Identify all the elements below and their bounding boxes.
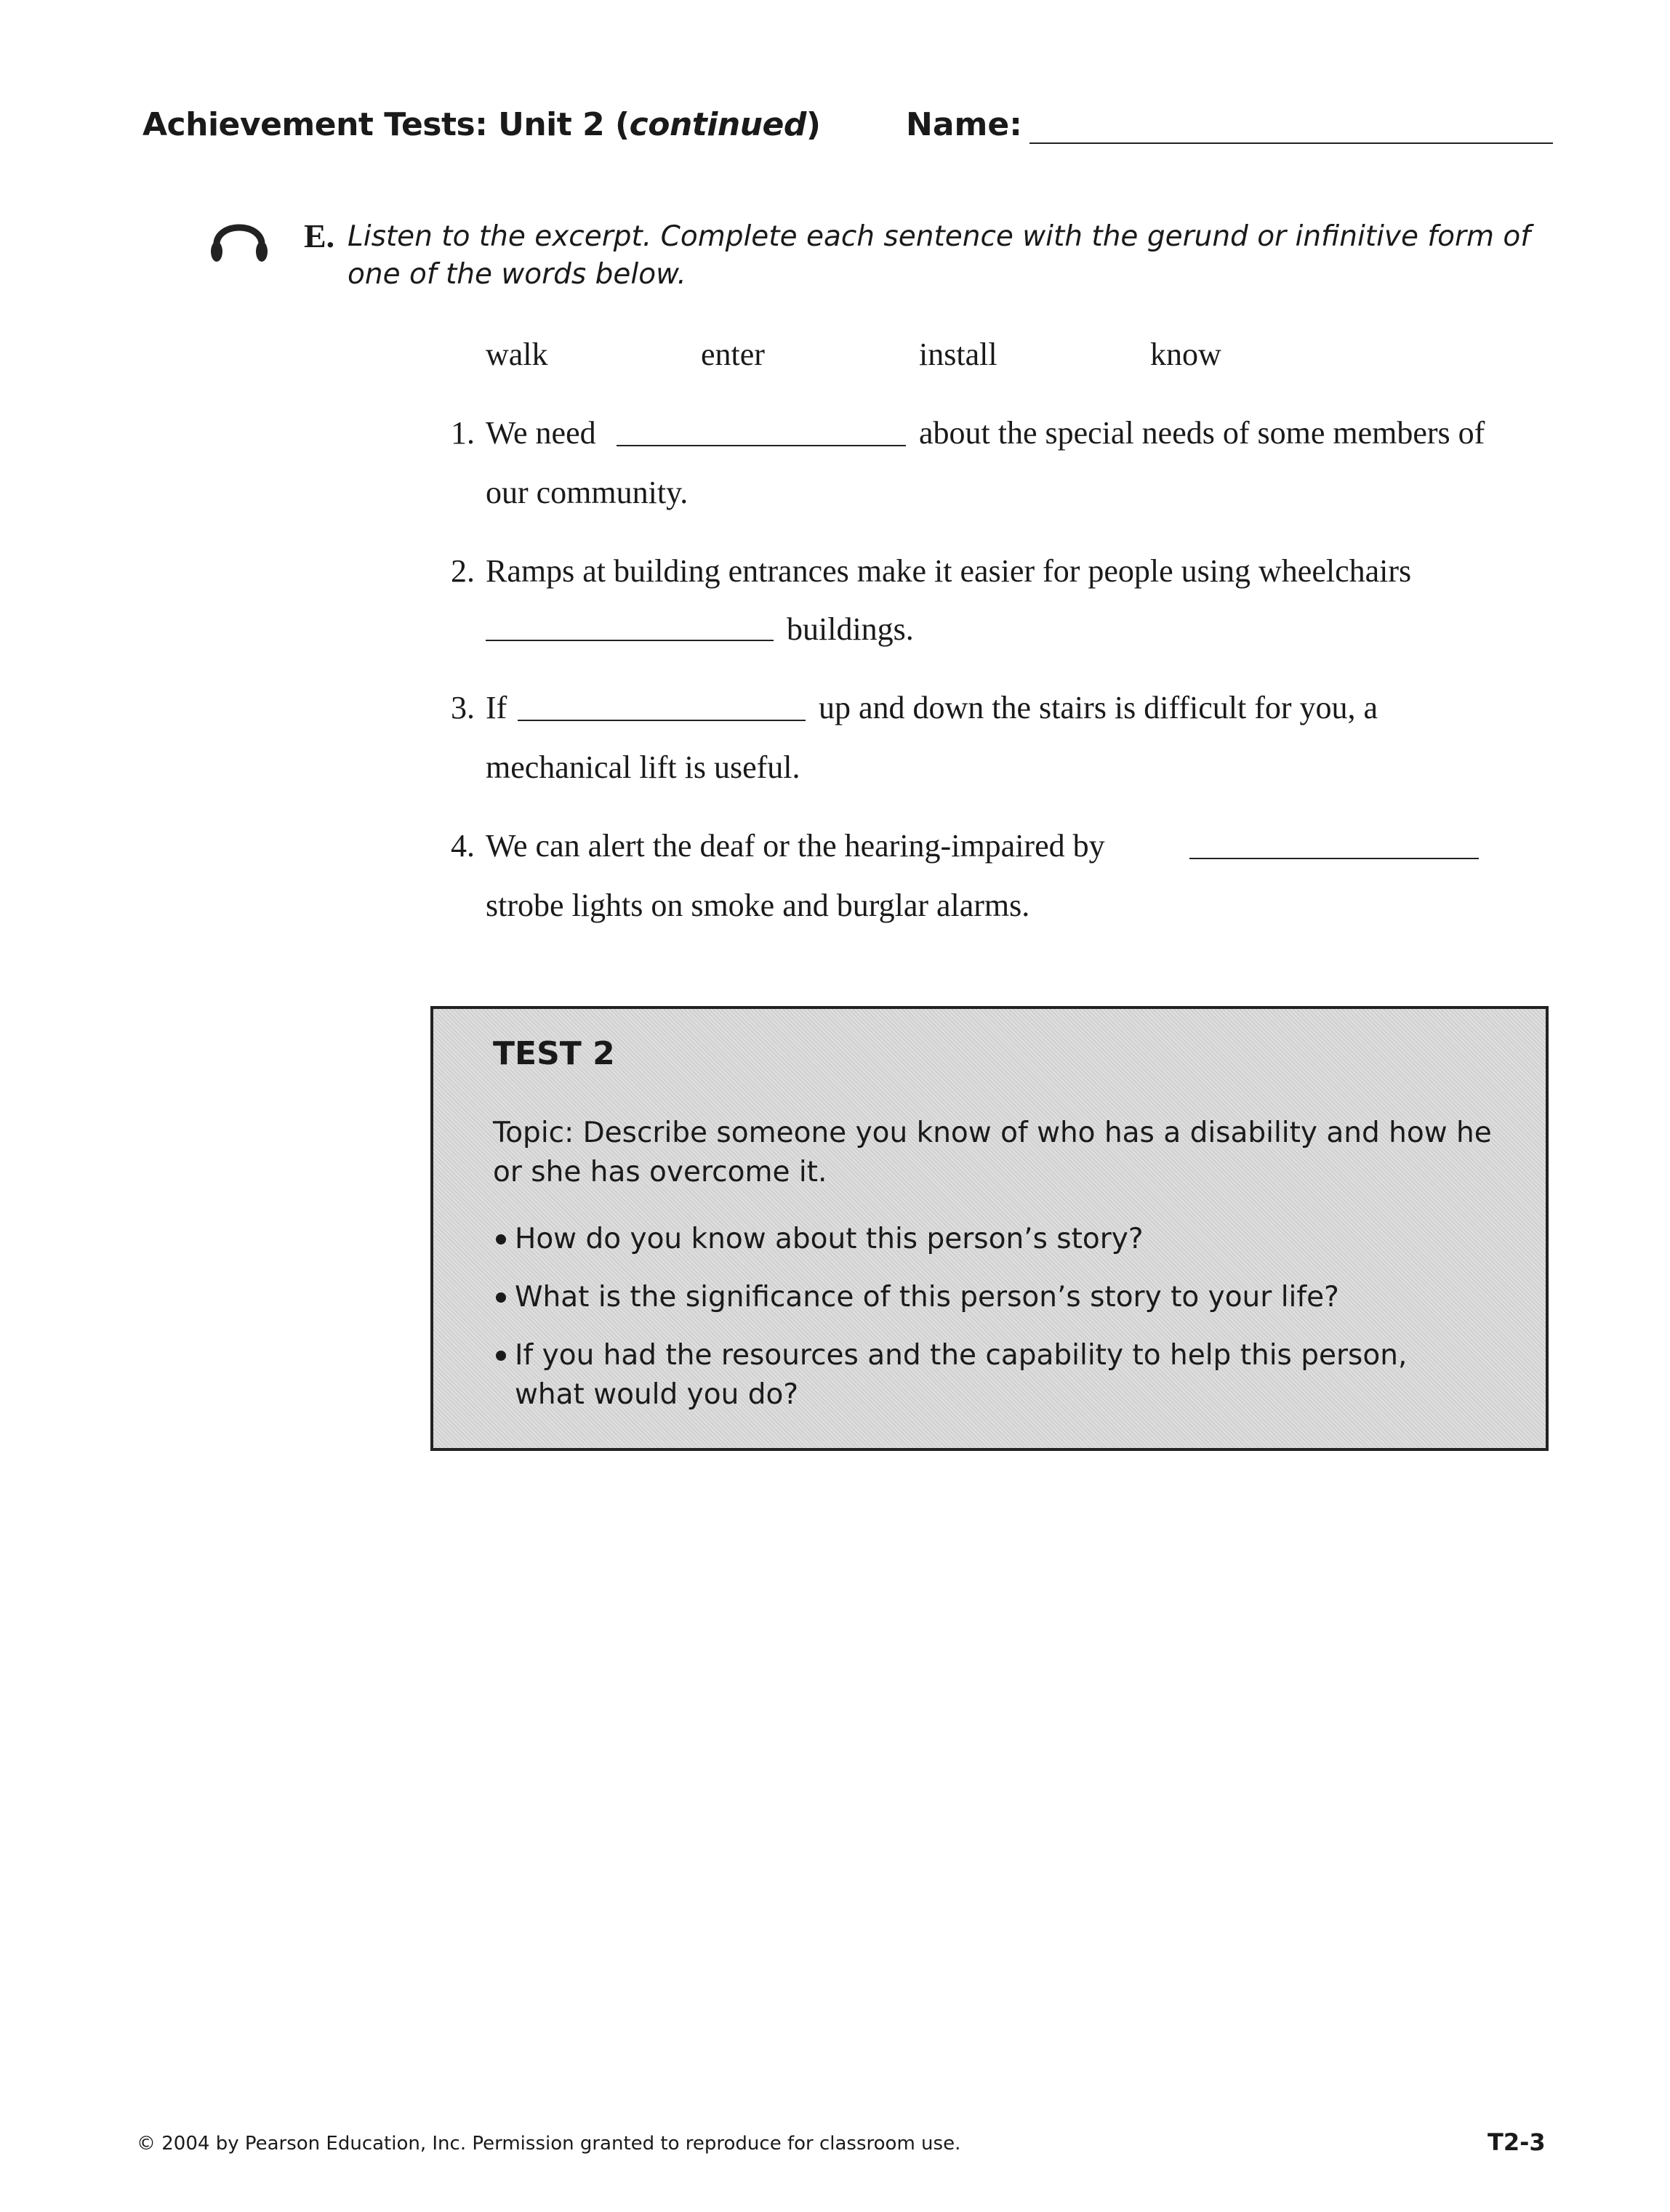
test-2-box: TEST 2 Topic: Describe someone you know of who has a disability and how he or she has overcome it. How do you know about this person’s story? What is the significance of this person’s story to your life? If you had the resources and the capability to help this person, what would you do?	[430, 1006, 1549, 1451]
word-bank-item: enter	[701, 337, 765, 372]
word-bank-item: know	[1150, 337, 1221, 372]
page-title: Achievement Tests: Unit 2 (continued)	[142, 106, 821, 143]
answer-blank[interactable]	[486, 640, 774, 641]
headphones-icon	[206, 209, 272, 268]
item-text: We need	[486, 415, 596, 451]
item-text: strobe lights on smoke and burglar alarms.	[486, 888, 1030, 923]
test-title: TEST 2	[493, 1035, 615, 1072]
exercise-letter: E.	[304, 217, 335, 254]
answer-blank[interactable]	[617, 445, 906, 446]
item-number: 1.	[451, 415, 475, 451]
test-topic: Topic: Describe someone you know of who has a disability and how he or she has overcome it.	[493, 1117, 1492, 1189]
page-code: T2-3	[1488, 2128, 1546, 2156]
item-text: mechanical lift is useful.	[486, 749, 800, 785]
item-number: 2.	[451, 553, 475, 589]
answer-blank[interactable]	[1189, 858, 1479, 859]
item-number: 4.	[451, 828, 475, 864]
item-text: buildings.	[787, 611, 914, 647]
name-blank-line	[1029, 142, 1553, 144]
answer-blank[interactable]	[518, 720, 806, 721]
bullet-icon	[496, 1292, 506, 1303]
copyright-notice: © 2004 by Pearson Education, Inc. Permission granted to reproduce for classroom use.	[137, 2133, 961, 2155]
item-text: about the special needs of some members of	[919, 415, 1485, 451]
item-text: If	[486, 690, 507, 725]
item-text: Ramps at building entrances make it easier for people using wheelchairs	[486, 553, 1412, 589]
exercise-instructions: Listen to the excerpt. Complete each sentence with the gerund or infinitive form of one of the words below.	[348, 220, 1530, 291]
word-bank-item: walk	[486, 337, 548, 372]
item-text: up and down the stairs is difficult for you, a	[819, 690, 1378, 725]
name-label: Name:	[906, 106, 1022, 143]
bullet-icon	[496, 1351, 506, 1361]
item-text: We can alert the deaf or the hearing-impaired by	[486, 828, 1105, 864]
word-bank-item: install	[919, 337, 997, 372]
item-number: 3.	[451, 690, 475, 725]
item-text: our community.	[486, 475, 689, 510]
bullet-icon	[496, 1234, 506, 1244]
